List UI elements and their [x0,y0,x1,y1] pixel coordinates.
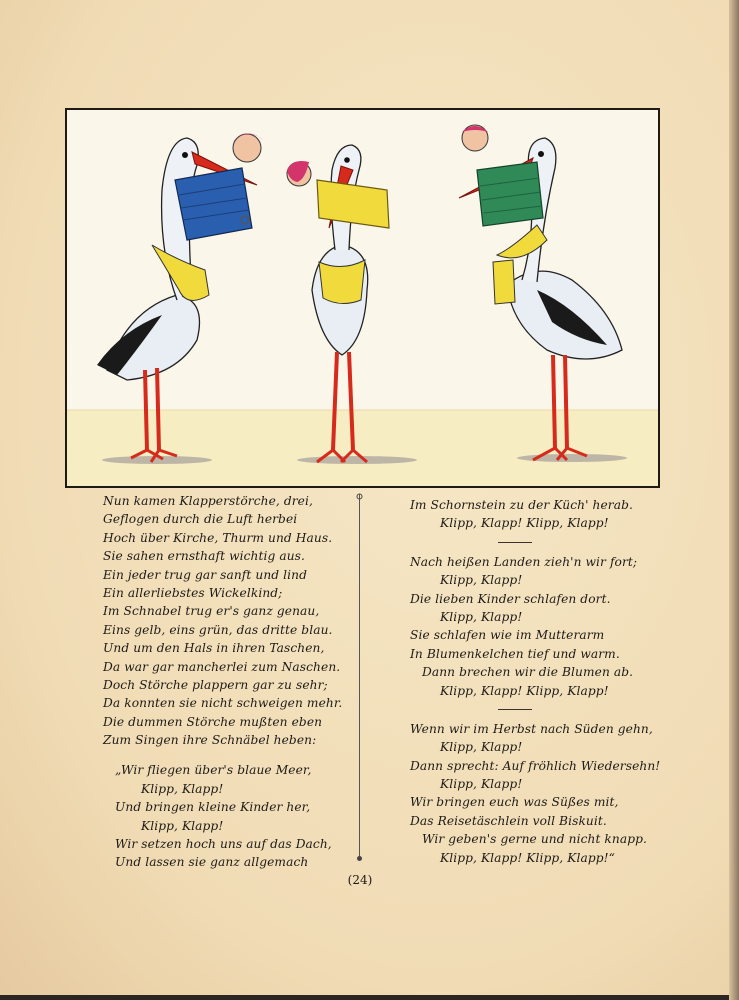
verse-line: Im Schnabel trug er's ganz genau, [103,604,320,619]
stanza-separator [498,542,532,543]
verse-line: Eins gelb, eins grün, das dritte blau. [103,622,333,637]
verse-line: Dann brechen wir die Blumen ab. [422,665,634,680]
refrain-line: Klipp, Klapp! [141,818,224,833]
refrain-line: Klipp, Klapp! [440,573,523,588]
verse-line: Die dummen Störche mußten eben [103,714,323,729]
page-edge-shadow [729,0,739,1000]
verse-line: Da war gar mancherlei zum Naschen. [103,659,341,674]
verse-line: Wenn wir im Herbst nach Süden gehn, [410,721,653,736]
verse-line: Ein jeder trug gar sanft und lind [103,567,308,582]
verse-line: Sie schlafen wie im Mutterarm [410,628,605,643]
verse-line: Und bringen kleine Kinder her, [115,800,311,815]
refrain-line: Klipp, Klapp! [440,777,523,792]
verse-line: Doch Störche plappern gar zu sehr; [103,677,328,692]
verse-line: Wir bringen euch was Süßes mit, [410,795,619,810]
refrain-line: Klipp, Klapp! [440,609,523,624]
verse-line: Nun kamen Klapperstörche, drei, [103,494,313,508]
right-text-column [410,496,661,867]
verse-line: In Blumenkelchen tief und warm. [410,646,620,661]
verse-line: Ein allerliebstes Wickelkind; [103,585,283,600]
verse-line: Wir geben's gerne und nicht knapp. [422,832,647,847]
divider-ornament-bottom [355,854,364,863]
illustration-frame [65,108,660,488]
refrain-line: Klipp, Klapp! [141,781,224,796]
verse-line: Zum Singen ihre Schnäbel heben: [103,733,317,748]
verse-line: Nach heißen Landen zieh'n wir fort; [410,554,638,569]
refrain-line: Klipp, Klapp! Klipp, Klapp!“ [440,850,615,865]
verse-line: Sie sahen ernsthaft wichtig aus. [103,549,305,564]
verse-line: Geflogen durch die Luft herbei [103,512,298,527]
stanza-separator [498,709,532,710]
verse-line: Da konnten sie nicht schweigen mehr. [103,696,343,711]
refrain-line: Klipp, Klapp! [440,740,523,755]
refrain-line: Klipp, Klapp! Klipp, Klapp! [440,683,609,698]
page-number: (24) [347,873,373,887]
verse-line: Dann sprecht: Auf fröhlich Wiedersehn! [410,758,661,773]
verse-line: „Wir fliegen über's blaue Meer, [115,763,312,778]
column-divider [359,494,360,859]
verse-line: Die lieben Kinder schlafen dort. [410,591,611,606]
verse-line: Hoch über Kirche, Thurm und Haus. [103,530,333,545]
verse-line: Und lassen sie ganz allgemach [115,855,309,870]
verse-line: Das Reisetäschlein voll Biskuit. [410,813,607,828]
stork-illustration [67,110,658,486]
left-text-column [103,492,353,872]
verse-line: Wir setzen hoch uns auf das Dach, [115,837,332,852]
verse-line: Und um den Hals in ihren Taschen, [103,641,325,656]
verse-line: Im Schornstein zu der Küch' herab. [410,498,633,512]
refrain-line: Klipp, Klapp! Klipp, Klapp! [440,516,609,531]
